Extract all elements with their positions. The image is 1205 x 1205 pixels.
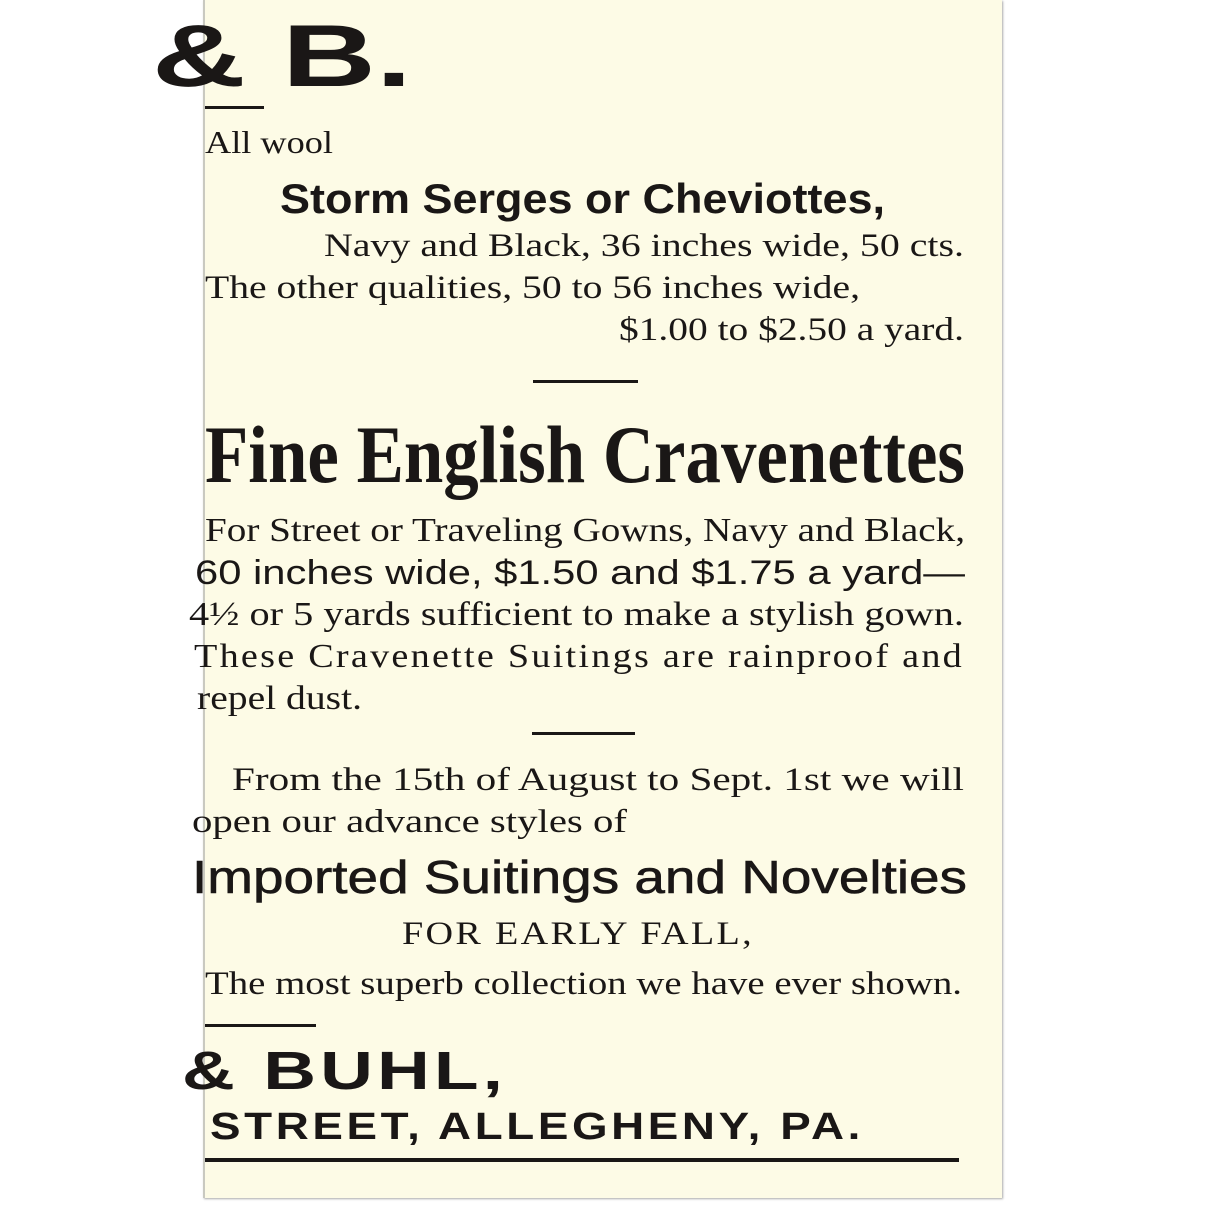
storm-serges-heading: Storm Serges or Cheviottes, [280,175,885,222]
divider [205,1024,316,1027]
imported-suitings-heading: Imported Suitings and Novelties [192,851,967,903]
divider [532,732,635,735]
intro-text: All wool [205,124,333,160]
bottom-rule [205,1158,959,1162]
price-line: $1.00 to $2.50 a yard. [619,312,964,348]
price-line: The other qualities, 50 to 56 inches wide, [205,270,860,306]
body-line: These Cravenette Suitings are rainproof and [194,638,965,675]
body-line: open our advance styles of [192,804,627,840]
firm-name-heading: & BUHL, [182,1041,507,1101]
price-line: Navy and Black, 36 inches wide, 50 cts. [324,228,964,264]
body-line: 4½ or 5 yards sufficient to make a stylish gown. [189,596,964,633]
address-line: STREET, ALLEGHENY, PA. [210,1106,864,1148]
body-line: The most superb collection we have ever shown. [205,966,962,1002]
firm-initial-heading: & B. [152,6,412,105]
body-line: repel dust. [197,680,362,717]
subheading: FOR EARLY FALL, [402,916,754,952]
cravenettes-heading: Fine English Cravenettes [205,409,965,500]
divider [533,380,638,383]
divider [205,106,264,109]
body-line: 60 inches wide, $1.50 and $1.75 a yard— [195,554,965,592]
advertisement-page [152,0,1002,1198]
body-line: For Street or Traveling Gowns, Navy and Black, [205,512,965,549]
body-line: From the 15th of August to Sept. 1st we will [232,762,964,798]
